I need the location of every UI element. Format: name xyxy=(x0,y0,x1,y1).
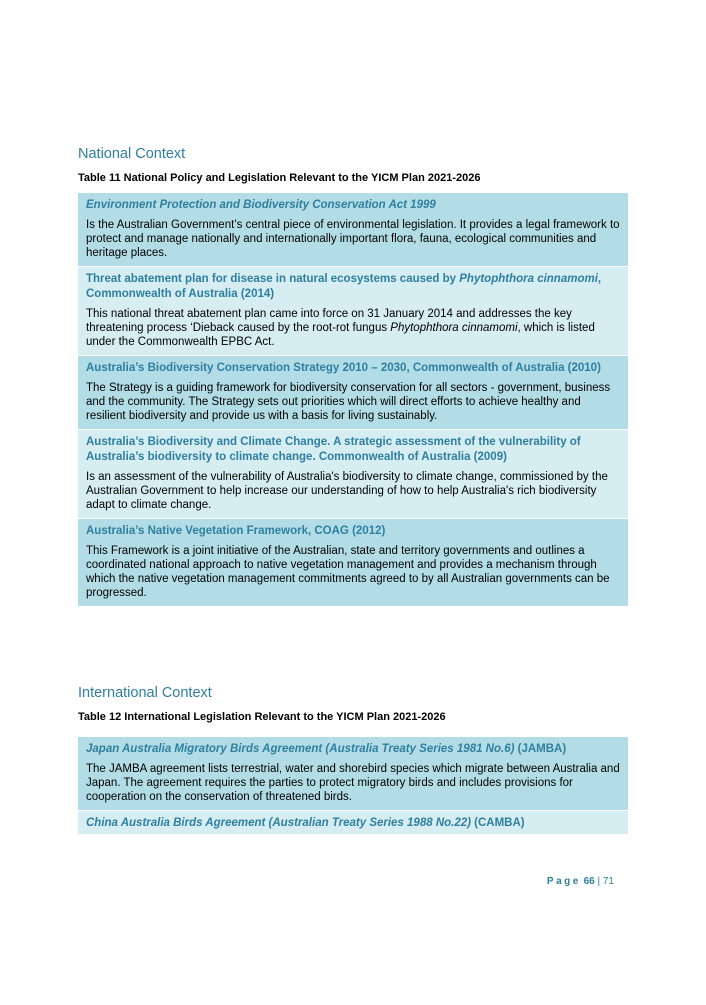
row-body: This national threat abatement plan came into force on 31 January 2014 and addresses the key threatening process ‘Dieback caused by the root-rot fungus Phytophthora cinnamomi, which is listed under the Commonwealth EPBC Act. xyxy=(86,308,595,348)
row-body: This Framework is a joint initiative of the Australian, state and territory governments and outlines a coordinated national approach to native vegetation management and provides a mechanism through which the native vegetation management commitments agreed to by all Australian governments can be progressed. xyxy=(86,545,610,599)
table-row xyxy=(78,811,628,835)
row-body: The JAMBA agreement lists terrestrial, water and shorebird species which migrate between Australia and Japan. The agreement requires the parties to protect migratory birds and includes provisions for cooperation on the conservation of threatened birds. xyxy=(86,763,620,803)
page-total: 71 xyxy=(602,876,614,887)
row-title: Australia’s Biodiversity and Climate Change. A strategic assessment of the vulnerability of Australia’s biodiversity to climate change. Commonwealth of Australia (2009) xyxy=(86,436,581,463)
section-heading-national: National Context xyxy=(78,146,186,162)
table-row xyxy=(78,519,628,607)
page-label: Page xyxy=(546,876,581,887)
row-body: Is the Australian Government’s central piece of environmental legislation. It provides a legal framework to protect and manage nationally and internationally important flora, fauna, ecological communities and heritage places. xyxy=(86,219,620,259)
row-title: Environment Protection and Biodiversity Conservation Act 1999 xyxy=(86,199,436,211)
table-row xyxy=(78,193,628,267)
row-body: The Strategy is a guiding framework for biodiversity conservation for all sectors - government, business and the community. The Strategy sets out priorities which will direct efforts to achieve healthy and resilient biodiversity and provide us with a basis for living sustainably. xyxy=(86,382,611,422)
page-number: 66 xyxy=(583,876,595,887)
page-footer xyxy=(547,876,614,887)
page-separator: | xyxy=(594,876,603,887)
row-title: Australia’s Biodiversity Conservation Strategy 2010 – 2030, Commonwealth of Australia (2010) xyxy=(86,362,601,374)
row-title: Threat abatement plan for disease in natural ecosystems caused by Phytophthora cinnamomi, Commonwealth of Australia (2014) xyxy=(86,273,602,300)
table-row xyxy=(78,430,628,519)
table-11-caption: Table 11 National Policy and Legislation Relevant to the YICM Plan 2021-2026 xyxy=(78,172,481,184)
row-title: China Australia Birds Agreement (Australian Treaty Series 1988 No.22) (CAMBA) xyxy=(86,817,525,829)
table-row xyxy=(78,356,628,430)
row-body: Is an assessment of the vulnerability of Australia's biodiversity to climate change, commissioned by the Australian Government to help increase our understanding of how to help Australia's rich biodiversity adapt to climate change. xyxy=(86,471,608,511)
table-12-caption: Table 12 International Legislation Relevant to the YICM Plan 2021-2026 xyxy=(78,711,446,723)
national-policy-table xyxy=(78,193,628,607)
table-row xyxy=(78,737,628,811)
table-row xyxy=(78,267,628,356)
row-title: Australia’s Native Vegetation Framework, COAG (2012) xyxy=(86,525,386,537)
row-title: Japan Australia Migratory Birds Agreement (Australia Treaty Series 1981 No.6) (JAMBA) xyxy=(86,743,567,755)
section-heading-international: International Context xyxy=(78,685,212,701)
international-legislation-table xyxy=(78,737,628,835)
